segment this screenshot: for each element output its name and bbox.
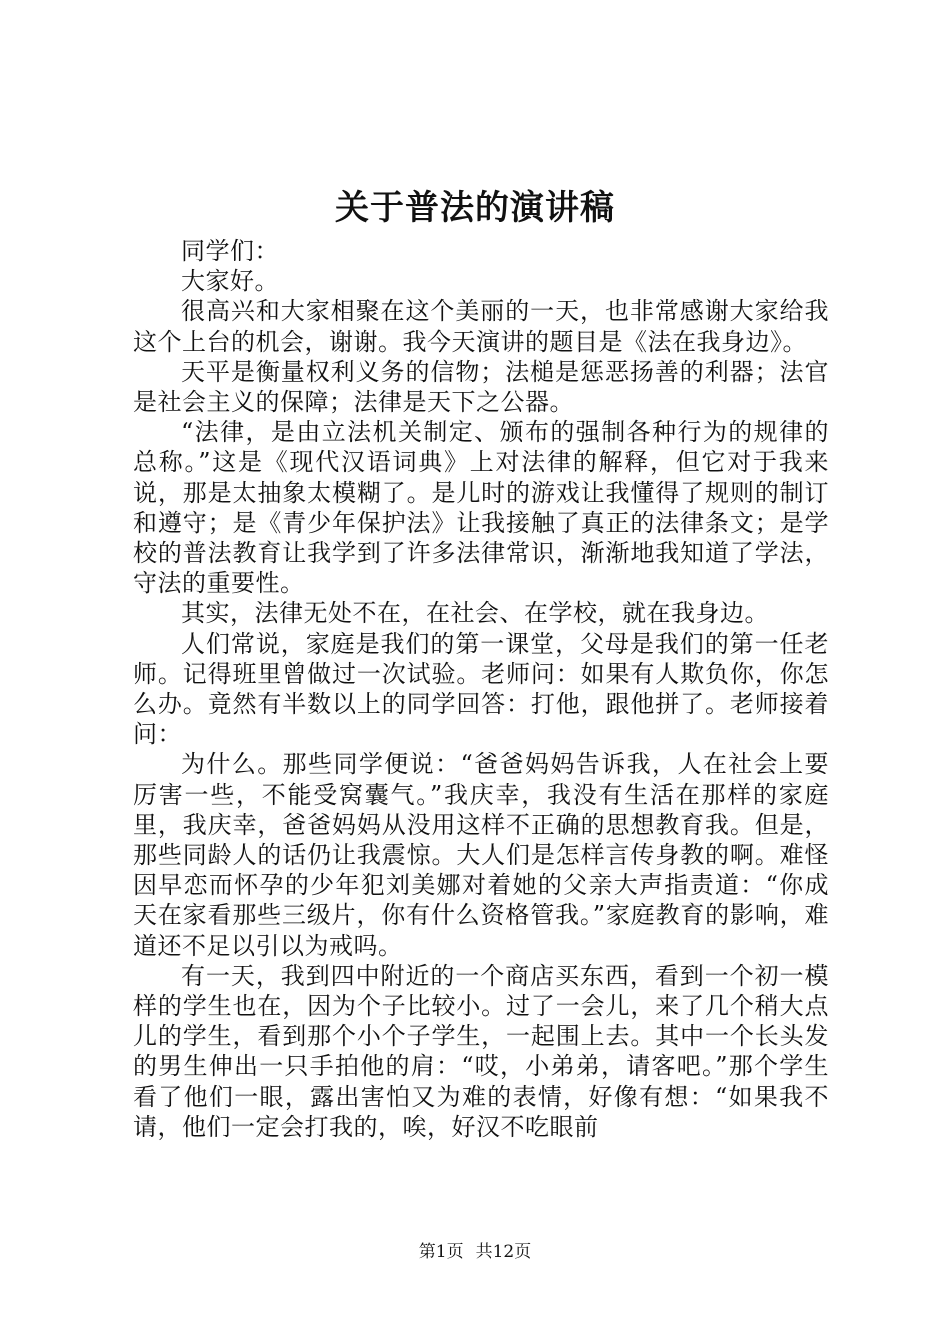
paragraph: 为什么。那些同学便说：“爸爸妈妈告诉我，人在社会上要厉害一些，不能受窝囊气。”我庆幸，我没有生活在那样的家庭里，我庆幸，爸爸妈妈从没用这样不正确的思想教育我。但是，那些同龄人的话仍让我震惊。大人们是怎样言传身教的啊。难怪因早恋而怀孕的少年犯刘美娜对着她的父亲大声指责道：“你成天在家看那些三级片，你有什么资格管我。”家庭教育的影响，难道还不足以引以为戒吗。	[133, 750, 829, 960]
paragraph: “法律，是由立法机关制定、颁布的强制各种行为的规律的总称。”这是《现代汉语词典》上对法律的解释，但它对于我来说，那是太抽象太模糊了。是儿时的游戏让我懂得了规则的制订和遵守；是《青少年保护法》让我接触了真正的法律条文；是学校的普法教育让我学到了许多法律常识，渐渐地我知道了学法，守法的重要性。	[133, 418, 829, 598]
paragraph: 其实，法律无处不在，在社会、在学校，就在我身边。	[181, 599, 769, 628]
document-title: 关于普法的演讲稿	[335, 188, 615, 228]
paragraph: 有一天，我到四中附近的一个商店买东西，看到一个初一模样的学生也在，因为个子比较小。过了一会儿，来了几个稍大点儿的学生，看到那个小个子学生，一起围上去。其中一个长头发的男生伸出一只手拍他的肩：“哎，小弟弟，请客吧。”那个学生看了他们一眼，露出害怕又为难的表情，好像有想：“如果我不请，他们一定会打我的，唉，好汉不吃眼前	[133, 961, 829, 1141]
paragraph: 天平是衡量权利义务的信物；法槌是惩恶扬善的利器；法官是社会主义的保障；法律是天下之公器。	[133, 357, 829, 417]
page-number: 第1页	[418, 1242, 464, 1262]
paragraph: 很高兴和大家相聚在这个美丽的一天，也非常感谢大家给我这个上台的机会，谢谢。我今天演讲的题目是《法在我身边》。	[133, 297, 829, 356]
page-footer	[0, 1240, 950, 1264]
document-body	[133, 236, 829, 1142]
page-total: 共12页	[475, 1242, 532, 1262]
paragraph: 人们常说，家庭是我们的第一课堂，父母是我们的第一任老师。记得班里曾做过一次试验。老师问：如果有人欺负你，你怎么办。竟然有半数以上的同学回答：打他，跟他拼了。老师接着问：	[133, 629, 829, 749]
paragraph: 大家好。	[181, 267, 279, 296]
paragraph: 同学们：	[181, 237, 279, 265]
